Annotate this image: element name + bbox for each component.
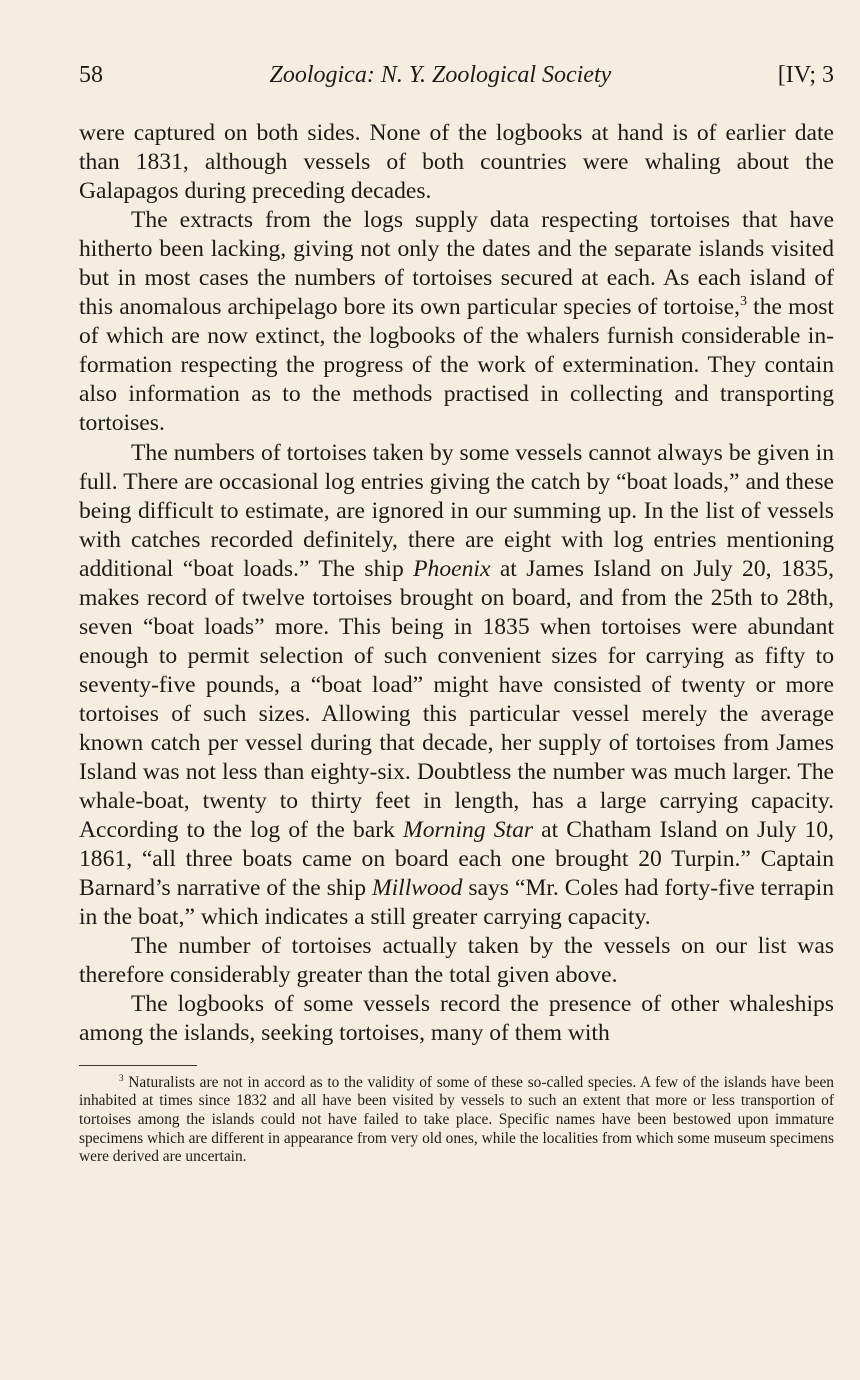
- paragraph-3-text-d: says “Mr. Coles had forty-five terrapin in the boat,” which indicates a still greater carrying capacity.: [79, 875, 835, 931]
- page-number: 58: [79, 62, 103, 88]
- volume-issue: [IV; 3: [777, 62, 834, 88]
- footnote-reference[interactable]: 3: [739, 293, 748, 310]
- paragraph-3-text-c: at Chatham Island on July 10, 1861, “all three boats came on board each one brought 20 Turpin.” Captain Barnard’s narrative of the ship: [79, 817, 834, 902]
- book-page: [79, 58, 834, 1167]
- paragraph-3: [79, 439, 834, 933]
- ship-name-millwood: Millwood: [371, 875, 463, 902]
- ship-name-morning-star: Morning Star: [403, 817, 534, 844]
- paragraph-3-text-a: The numbers of tortoises taken by some vessels cannot always be given in full. There are occasional log entries giving the catch by “boat loads,” and these being difficult to estimate, are ignored in our summing up. In the list of vessels with catches recorded definitely, there are eight with log entries mentioning additional “boat loads.” The ship: [79, 439, 834, 582]
- paragraph-2-text-b: the most of which are now extinct, the logbooks of the whalers furnish considerable information respecting the progress of the work of extermination. They contain also information as to the methods practised in collecting and transporting tortoises.: [79, 294, 834, 437]
- footnote-marker: 3: [119, 1072, 124, 1083]
- footnote: [79, 1074, 834, 1168]
- paragraph-1-text: were captured on both sides. None of the logbooks at hand is of earlier date than 1831, although vessels of both countries were whaling about the Galapagos during preceding decades.: [79, 120, 834, 205]
- body-text: [79, 119, 834, 1049]
- paragraph-1: [79, 119, 834, 206]
- ship-name-phoenix: Phoenix: [413, 555, 491, 582]
- paragraph-4: [79, 932, 834, 990]
- paragraph-2: [79, 206, 834, 438]
- footnote-divider: [79, 1065, 197, 1066]
- paragraph-2-text-a: The extracts from the logs supply data respecting tortoises that have hitherto been lacking, giving not only the dates and the separate islands visited but in most cases the numbers of tortoises secured at each. As each island of this anomalous archipelago bore its own particular species of tortoise,: [79, 207, 834, 321]
- paragraph-3-text-b: at James Island on July 20, 1835, makes record of twelve tortoises brought on board, and from the 25th to 28th, seven “boat loads” more. This being in 1835 when tortoises were abundant enough to permit selection of such convenient sizes for carrying as fifty to seventy-five pounds, a “boat load” might have consisted of twenty or more tortoises of such sizes. Allowing this particular vessel merely the average known catch per vessel during that decade, her supply of tortoises from James Island was not less than eighty-six. Doubtless the number was much larger. The whale-boat, twenty to thirty feet in length, has a large carrying capacity. According to the log of the bark: [79, 555, 834, 844]
- journal-title: Zoologica: N. Y. Zoological Society: [269, 62, 612, 88]
- paragraph-5: [79, 990, 834, 1048]
- paragraph-4-text: The number of tortoises actually taken by the vessels on our list was therefore considerably greater than the total given above.: [79, 933, 834, 989]
- paragraph-5-text: The logbooks of some vessels record the presence of other whaleships among the islands, seeking tortoises, many of them with: [79, 991, 834, 1047]
- running-head: [79, 58, 834, 92]
- footnote-text: Naturalists are not in accord as to the validity of some of these so-called species. A few of the islands have been inhabited at times since 1832 and all have been visited by vessels to such an extent that more or less transportion of tortoises among the islands could not have failed to take place. Specific names have been bestowed upon immature specimens which are different in appearance from very old ones, while the localities from which some museum specimens were derived are uncertain.: [79, 1073, 834, 1166]
